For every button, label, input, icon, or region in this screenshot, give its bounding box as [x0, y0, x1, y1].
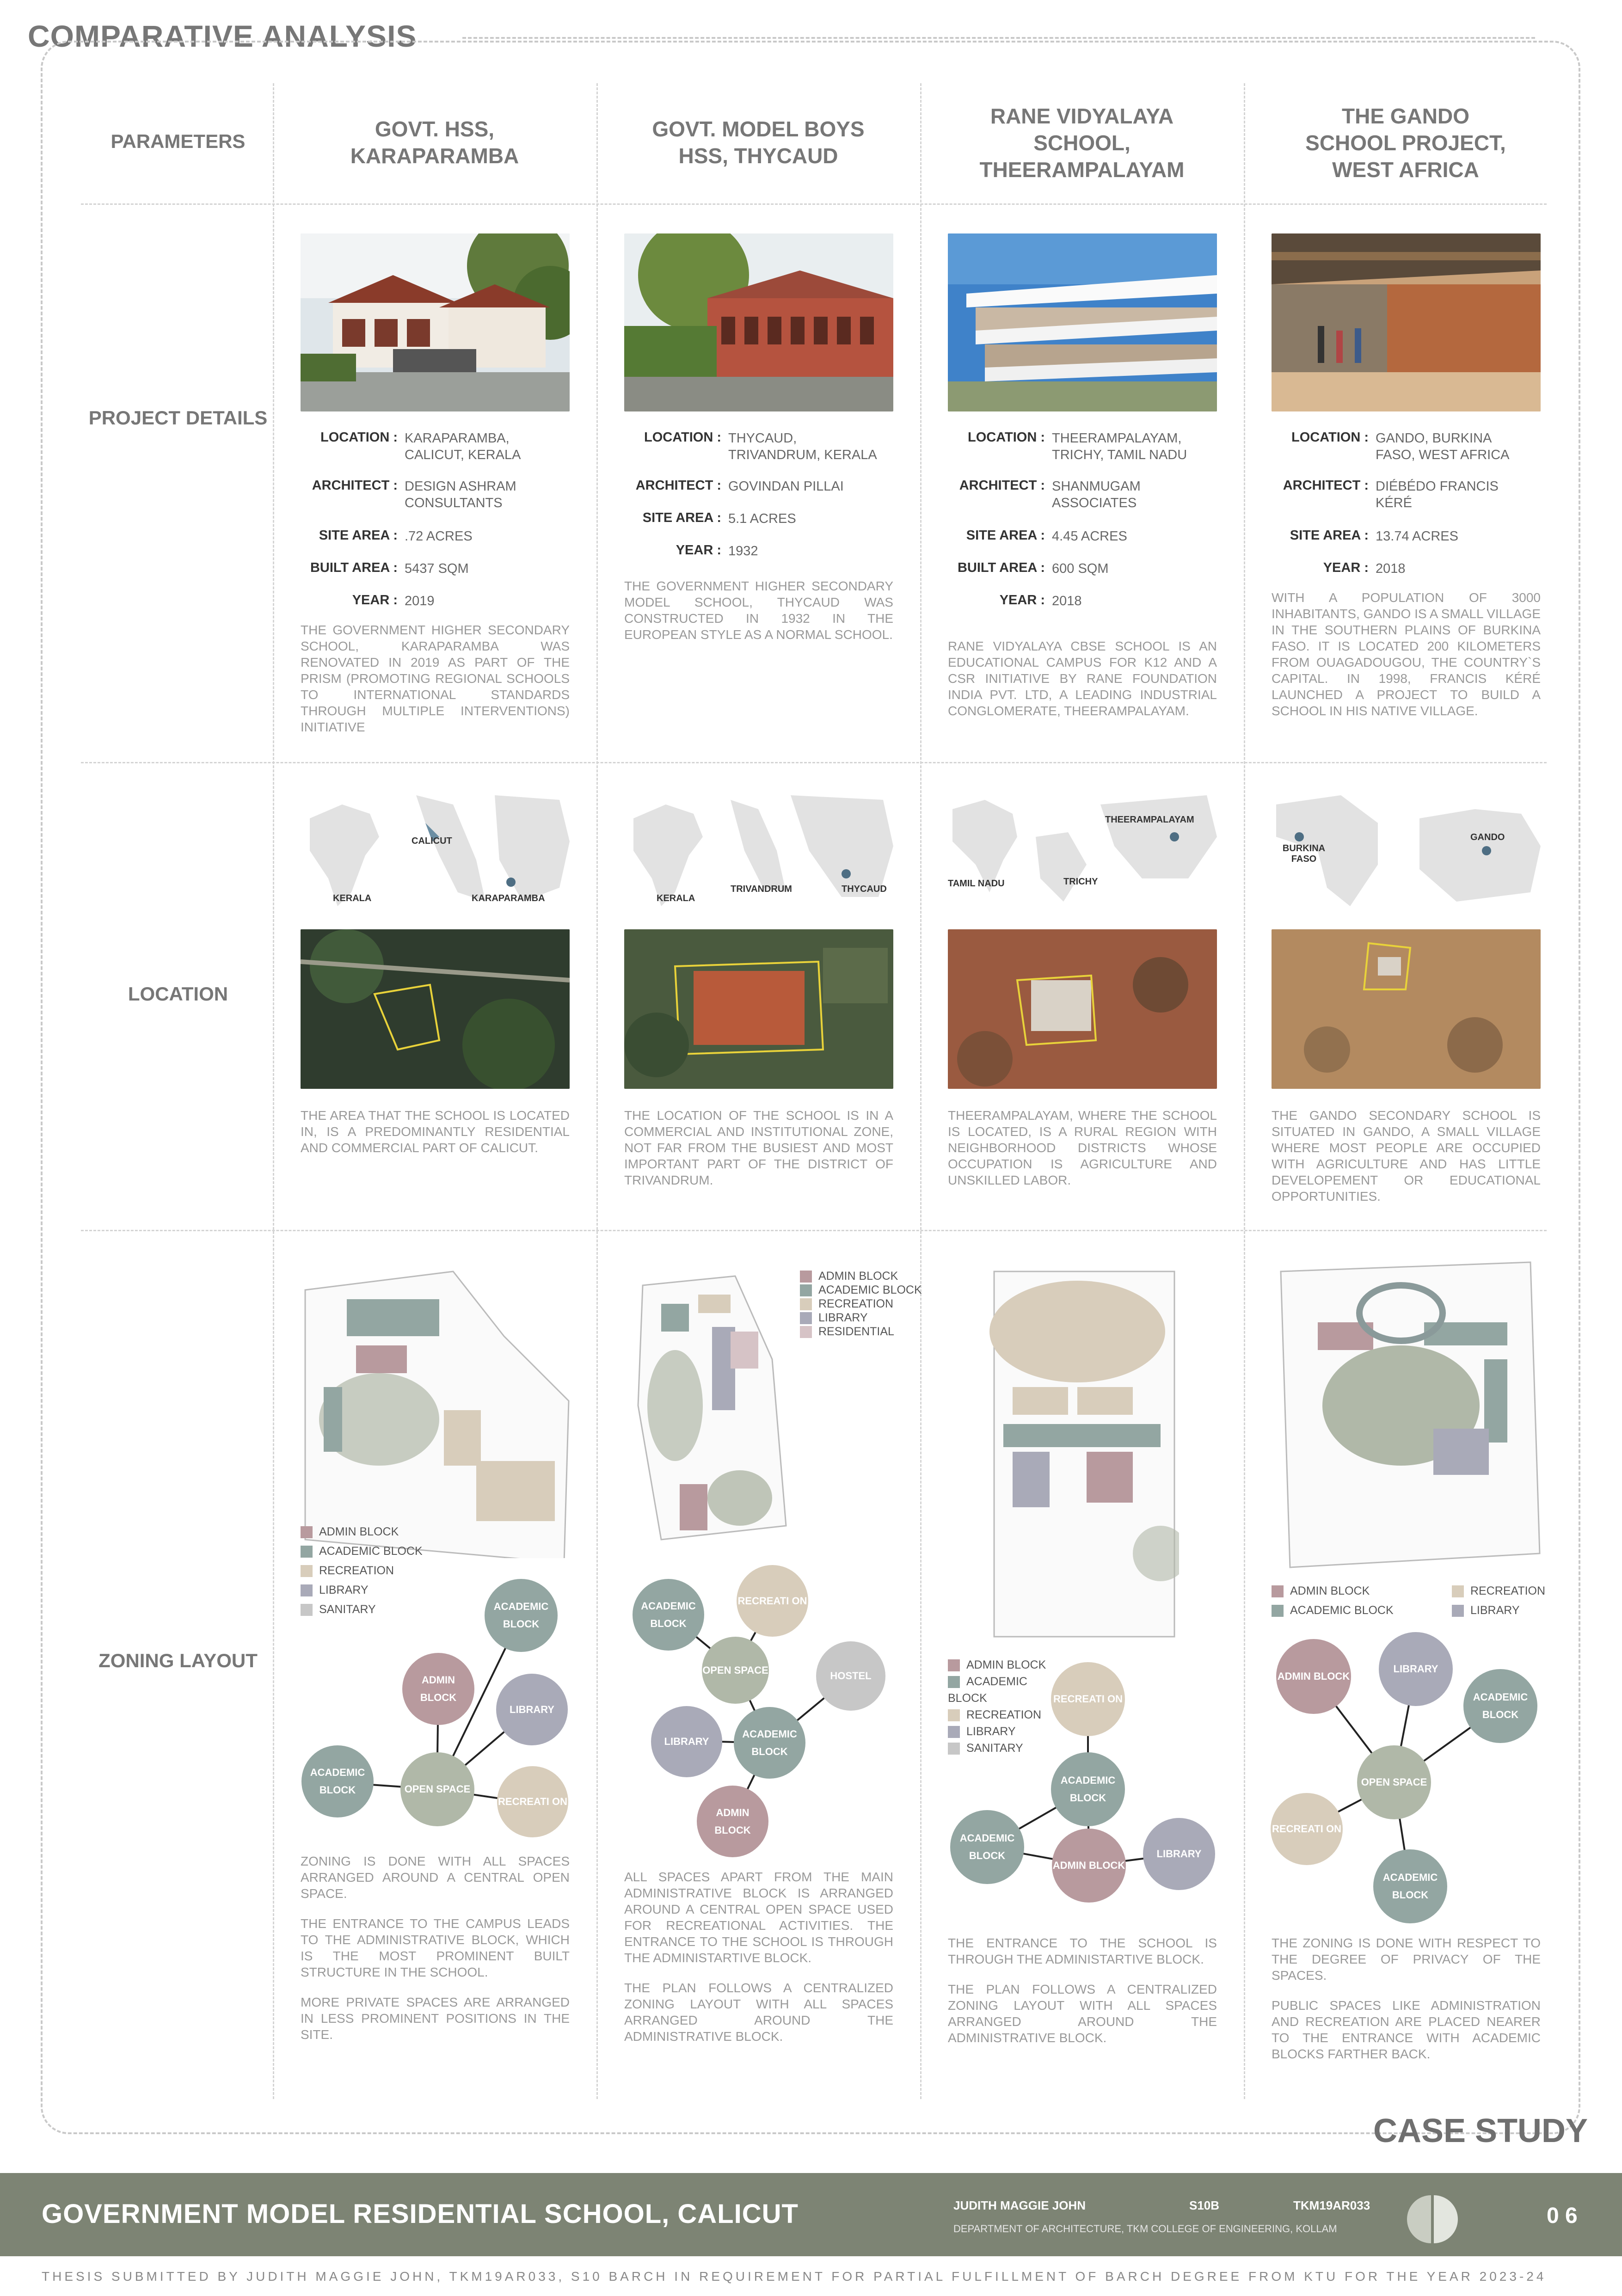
bubble-library: LIBRARY	[1143, 1818, 1215, 1890]
map-label: GANDO	[1470, 832, 1505, 842]
bubble-open-space: OPEN SPACE	[1357, 1745, 1431, 1819]
aerial-photo	[948, 929, 1217, 1089]
legend-swatch	[800, 1298, 812, 1310]
site-plan	[1272, 1253, 1541, 1572]
location-map	[1272, 786, 1541, 915]
map-label: TAMIL NADU	[948, 878, 1005, 889]
zoning-description: ALL SPACES APART FROM THE MAIN ADMINISTRATIVE BLOCK IS ARRANGED AROUND A CENTRAL OPEN SPACE USED FOR RECREATIONAL ACTIVITIES. THE ENTRANCE TO THE SCHOOL IS THROUGH THE ADMINISTARTIVE BLOCK. THE PLAN FOLLOWS A CENTRALIZED ZONING LAYOUT WITH ALL SPACES ARRANGED AROUND THE ADMINISTRATIVE BLOCK.	[624, 1870, 893, 2044]
zoning-legend: ADMIN BLOCK ACADEMIC BLOCK RECREATION LIBRARY RESIDENTIAL	[800, 1269, 922, 1338]
project-description: RANE VIDYALAYA CBSE SCHOOL IS AN EDUCATIONAL CAMPUS FOR K12 AND A CSR INITIATIVE BY RANE FOUNDATION INDIA PVT. LTD, A LEADING INDUSTRIAL CONGLOMERATE, THEERAMPALAYAM.	[948, 639, 1217, 718]
zoning-description: ZONING IS DONE WITH ALL SPACES ARRANGED AROUND A CENTRAL OPEN SPACE. THE ENTRANCE TO THE CAMPUS LEADS TO THE ADMINISTRATIVE BLOCK, WHICH IS THE MOST PROMINENT BUILT STRUCTURE IN THE SCHOOL. MORE PRIVATE SPACES ARE ARRANGED IN LESS PROMINENT POSITIONS IN THE SITE.	[301, 1854, 570, 2042]
details-list: LOCATION : GANDO, BURKINA FASO, WEST AFRICA ARCHITECT : DIÉBÉDO FRANCIS KÉRÉ SITE AREA : 13.74 ACRES YEAR : 2018	[1283, 430, 1510, 576]
school-photo	[1272, 233, 1541, 411]
map-label: THEERAMPALAYAM	[1105, 815, 1194, 825]
project-description: WITH A POPULATION OF 3000 INHABITANTS, GANDO IS A SMALL VILLAGE IN THE SOUTHERN PLAINS OF BURKINA FASO. IT IS LOCATED 200 KILOMETERS FROM OUAGADOUGOU, THE COUNTRY`S CAPITAL. IN 1998, FRANCIS KÉRÉ LAUNCHED A PROJECT TO BUILD A SCHOOL IN HIS NATIVE VILLAGE.	[1272, 590, 1541, 718]
site-plan	[633, 1267, 791, 1549]
location-description: THE GANDO SECONDARY SCHOOL IS SITUATED IN GANDO, A SMALL VILLAGE WHERE MOST PEOPLE ARE OCCUPIED WITH AGRICULTURE AND HAS LITTLE DEVELOPEMENT OR EDUCATIONAL OPPORTUNITIES.	[1272, 1108, 1541, 1203]
row-divider	[81, 203, 1547, 205]
details-list: LOCATION : THEERAMPALAYAM, TRICHY, TAMIL NADU ARCHITECT : SHANMUGAM ASSOCIATES SITE AREA : 4.45 ACRES BUILT AREA : 600 SQM YEAR : 2018	[957, 430, 1187, 608]
register-number: TKM19AR033	[1293, 2198, 1370, 2212]
map-label: BURKINA FASO	[1282, 843, 1326, 864]
map-label: KERALA	[333, 893, 372, 903]
location-map	[948, 786, 1217, 915]
row-divider	[81, 1230, 1547, 1231]
legend-swatch	[1272, 1585, 1284, 1597]
school-photo	[948, 233, 1217, 411]
location-map	[624, 786, 893, 915]
map-label: KARAPARAMBA	[472, 893, 545, 903]
legend-swatch	[800, 1326, 812, 1338]
case-study-label: CASE STUDY	[1373, 2112, 1588, 2149]
location-description: THEERAMPALAYAM, WHERE THE SCHOOL IS LOCATED, IS A RURAL REGION WITH NEIGHBORHOOD DISTRICTS WHOSE OCCUPATION IS AGRICULTURE AND UNSKILLED LABOR.	[948, 1108, 1217, 1187]
bubble-academic: ACADEMIC BLOCK	[1463, 1669, 1537, 1743]
aerial-photo	[301, 929, 570, 1089]
aerial-photo	[1272, 929, 1541, 1089]
map-label: KERALA	[657, 893, 695, 903]
legend-swatch	[800, 1271, 812, 1283]
map-label: THYCAUD	[842, 884, 887, 894]
project-description: THE GOVERNMENT HIGHER SECONDARY MODEL SCHOOL, THYCAUD WAS CONSTRUCTED IN 1932 IN THE EUROPEAN STYLE AS A NORMAL SCHOOL.	[624, 579, 893, 642]
column-title: GOVT. HSS, KARAPARAMBA	[350, 117, 519, 168]
details-list: LOCATION : THYCAUD, TRIVANDRUM, KERALA ARCHITECT : GOVINDAN PILLAI SITE AREA : 5.1 ACRES YEAR : 1932	[635, 430, 877, 559]
bubble-academic: ACADEMIC BLOCK	[1051, 1752, 1125, 1826]
legend-swatch	[1272, 1605, 1284, 1617]
bubble-open-space: OPEN SPACE	[400, 1752, 474, 1826]
bubble-hostel: HOSTEL	[816, 1641, 885, 1711]
title-rule	[462, 37, 1535, 39]
row-label-location: LOCATION	[128, 983, 228, 1005]
legend-swatch	[1452, 1605, 1464, 1617]
school-photo	[301, 233, 570, 411]
legend-swatch	[301, 1546, 313, 1558]
bubble-open-space: OPEN SPACE	[702, 1637, 769, 1704]
bubble-admin: ADMIN BLOCK	[697, 1786, 768, 1857]
location-map	[301, 786, 570, 915]
location-description: THE LOCATION OF THE SCHOOL IS IN A COMMERCIAL AND INSTITUTIONAL ZONE, NOT FAR FROM THE BUSIEST AND MOST IMPORTANT PART OF THE DISTRICT OF TRIVANDRUM.	[624, 1108, 893, 1187]
aerial-photo	[624, 929, 893, 1089]
legend-swatch	[800, 1284, 812, 1296]
bubble-recreation: RECREATI ON	[497, 1766, 568, 1837]
project-description: THE GOVERNMENT HIGHER SECONDARY SCHOOL, KARAPARAMBA WAS RENOVATED IN 2019 AS PART OF THE PRISM (PROMOTING REGIONAL SCHOOLS TO INTERNATIONAL STANDARDS THROUGH MULTIPLE INTERVENTIONS) INITIATIVE	[301, 623, 570, 734]
column-title: RANE VIDYALAYA SCHOOL, THEERAMPALAYAM	[979, 104, 1185, 182]
zoning-legend: ADMIN BLOCK ACADEMIC BLOCK RECREATION LIBRARY SANITARY	[948, 1658, 1046, 1755]
map-label: CALICUT	[412, 836, 452, 846]
bubble-academic: ACADEMIC BLOCK	[485, 1579, 558, 1652]
bubble-admin: ADMIN BLOCK	[402, 1653, 474, 1725]
bubble-academic: ACADEMIC BLOCK	[734, 1707, 805, 1779]
column-title: GOVT. MODEL BOYS HSS, THYCAUD	[652, 117, 865, 168]
bubble-recreation: RECREATI ON	[737, 1565, 808, 1637]
footer-title: GOVERNMENT MODEL RESIDENTIAL SCHOOL, CALICUT	[42, 2199, 799, 2229]
page-number: 0 6	[1547, 2204, 1578, 2228]
department: DEPARTMENT OF ARCHITECTURE, TKM COLLEGE OF ENGINEERING, KOLLAM	[953, 2223, 1337, 2235]
author-name: JUDITH MAGGIE JOHN	[953, 2198, 1086, 2212]
row-label-zoning: ZONING LAYOUT	[98, 1650, 258, 1671]
legend-swatch	[1452, 1585, 1464, 1597]
bubble-library: LIBRARY	[1379, 1632, 1453, 1706]
college-logo-icon	[1403, 2192, 1459, 2249]
site-plan	[301, 1262, 570, 1558]
bubble-academic: ACADEMIC BLOCK	[633, 1579, 704, 1651]
page-title: COMPARATIVE ANALYSIS	[28, 19, 417, 53]
legend-swatch	[800, 1312, 812, 1324]
location-description: THE AREA THAT THE SCHOOL IS LOCATED IN, IS A PREDOMINANTLY RESIDENTIAL AND COMMERCIAL PART OF CALICUT.	[301, 1108, 570, 1155]
zoning-legend: ADMIN BLOCK ACADEMIC BLOCK RECREATION LIBRARY SANITARY	[301, 1522, 423, 1619]
row-divider	[81, 762, 1547, 763]
zoning-description: THE ENTRANCE TO THE SCHOOL IS THROUGH THE ADMINISTARTIVE BLOCK. THE PLAN FOLLOWS A CENTRALIZED ZONING LAYOUT WITH ALL SPACES ARRANGED AROUND THE ADMINISTRATIVE BLOCK.	[948, 1936, 1217, 2045]
bubble-academic: ACADEMIC BLOCK	[950, 1810, 1024, 1884]
bubble-admin: ADMIN BLOCK	[1276, 1639, 1351, 1714]
row-label-project-details: PROJECT DETAILS	[88, 407, 268, 429]
bubble-library: LIBRARY	[651, 1706, 722, 1777]
column-title: THE GANDO SCHOOL PROJECT, WEST AFRICA	[1305, 104, 1506, 182]
bubble-academic: ACADEMIC BLOCK	[301, 1745, 374, 1817]
details-list: LOCATION : KARAPARAMBA, CALICUT, KERALA ARCHITECT : DESIGN ASHRAM CONSULTANTS SITE AREA : .72 ACRES BUILT AREA : 5437 SQM YEAR : 2019	[310, 430, 521, 608]
parameters-header: PARAMETERS	[111, 130, 246, 152]
bubble-library: LIBRARY	[496, 1674, 568, 1745]
map-label: TRICHY	[1063, 877, 1098, 887]
school-photo	[624, 233, 893, 411]
bubble-recreation: RECREATI ON	[1271, 1793, 1343, 1865]
bubble-academic: ACADEMIC BLOCK	[1373, 1849, 1447, 1923]
map-label: TRIVANDRUM	[731, 884, 792, 894]
submission-note: THESIS SUBMITTED BY JUDITH MAGGIE JOHN, TKM19AR033, S10 BARCH IN REQUIREMENT FOR PARTIAL FULFILLMENT OF BARCH DEGREE FROM KTU FOR THE YEAR 2023-24	[42, 2269, 1547, 2284]
site-plan	[985, 1262, 1179, 1641]
zoning-description: THE ZONING IS DONE WITH RESPECT TO THE DEGREE OF PRIVACY OF THE SPACES. PUBLIC SPACES LIKE ADMINISTRATION AND RECREATION ARE PLACED NEARER TO THE ENTRANCE WITH ACADEMIC BLOCKS FARTHER BACK.	[1272, 1936, 1541, 2061]
bubble-recreation: RECREATI ON	[1051, 1662, 1125, 1736]
bubble-admin: ADMIN BLOCK	[1052, 1829, 1126, 1903]
semester: S10B	[1189, 2198, 1220, 2212]
legend-swatch	[301, 1526, 313, 1538]
